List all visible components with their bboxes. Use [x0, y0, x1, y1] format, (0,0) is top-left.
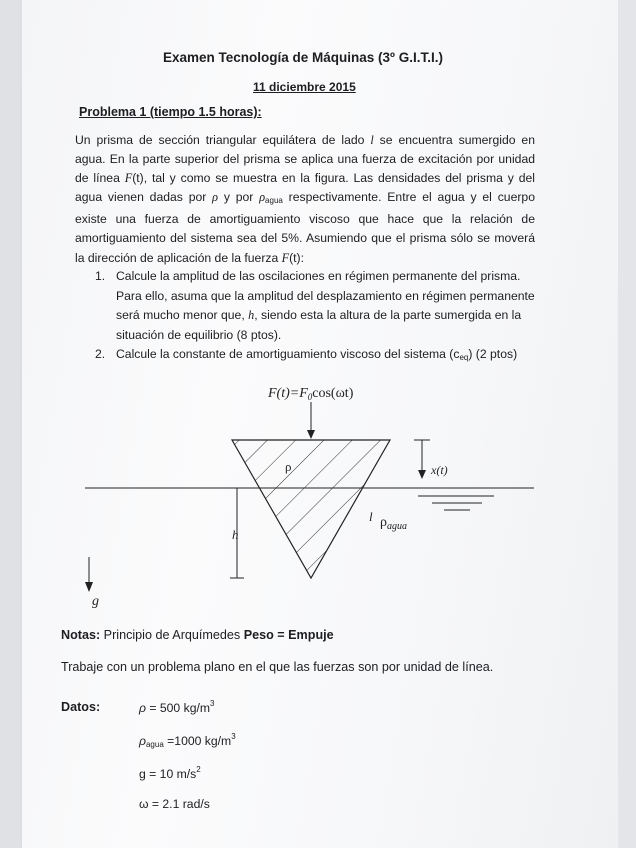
- problem-heading: Problema 1 (tiempo 1.5 horas):: [79, 105, 262, 119]
- g-label: g: [92, 594, 99, 609]
- side-length-label: l: [369, 509, 373, 524]
- problem-statement: Un prisma de sección triangular equilátera de lado l se encuentra sumergido en agua. En la parte superior del prisma se aplica una fuerza de excitación por unidad de línea F(t), tal y como se muestra en la figura. Las densidades del prisma y del agua vienen dadas por ρ y por $\rho_{agua}$ respectivamente. Entre el agua y el cuerpo existe una fuerza de amortiguamiento viscoso que hace que la relación de amortiguamiento del sistema sea del 5%. Asumiendo que el prisma sólo se moverá la dirección de aplicación de la fuerza F(t):: [75, 133, 535, 265]
- data-rho: ρ = 500 $kg/m^3$: [139, 699, 215, 715]
- exam-date: 11 diciembre 2015: [253, 80, 356, 94]
- exam-title: Examen Tecnología de Máquinas (3º G.I.T.I.): [163, 50, 443, 65]
- data-label: Datos:: [61, 700, 101, 714]
- h-label: h: [232, 527, 239, 542]
- plane-note: Trabaje con un problema plano en el que las fuerzas son por unidad de línea.: [61, 660, 494, 674]
- data-g: g = 10 $m/s^2$: [139, 765, 201, 781]
- question-item: 2. Calcule la constante de amortiguamiento viscoso del sistema $(c_{eq})$ (2 ptos): [95, 347, 518, 363]
- g-arrow-head: [85, 582, 93, 592]
- data-omega: ω = 2.1 rad/s: [139, 797, 210, 811]
- rho-water-label: $\rho_{agua}$: [380, 515, 407, 532]
- x-label: x(t): [431, 463, 448, 477]
- data-rho-agua: $\rho_{agua} =1000$ $kg/m^3$: [139, 732, 236, 749]
- notes-line: Notas: Principio de Arquímedes Peso = Empuje: [61, 628, 334, 642]
- x-arrow-head: [418, 470, 426, 479]
- force-arrow-head: [307, 430, 315, 439]
- rho-label: ρ: [285, 459, 292, 474]
- prism-hatch: [232, 440, 390, 578]
- force-label: $F(t)=F_0\cos(\omega t)$: [268, 386, 354, 402]
- question-item: 1. Calcule la amplitud de las oscilaciones en régimen permanente del prisma. Para ello, asuma que la amplitud del desplazamiento en régimen permanente será mucho menor que, h, siendo esta la altura de la parte sumergida en la situación de equilibrio (8 ptos).: [95, 269, 535, 342]
